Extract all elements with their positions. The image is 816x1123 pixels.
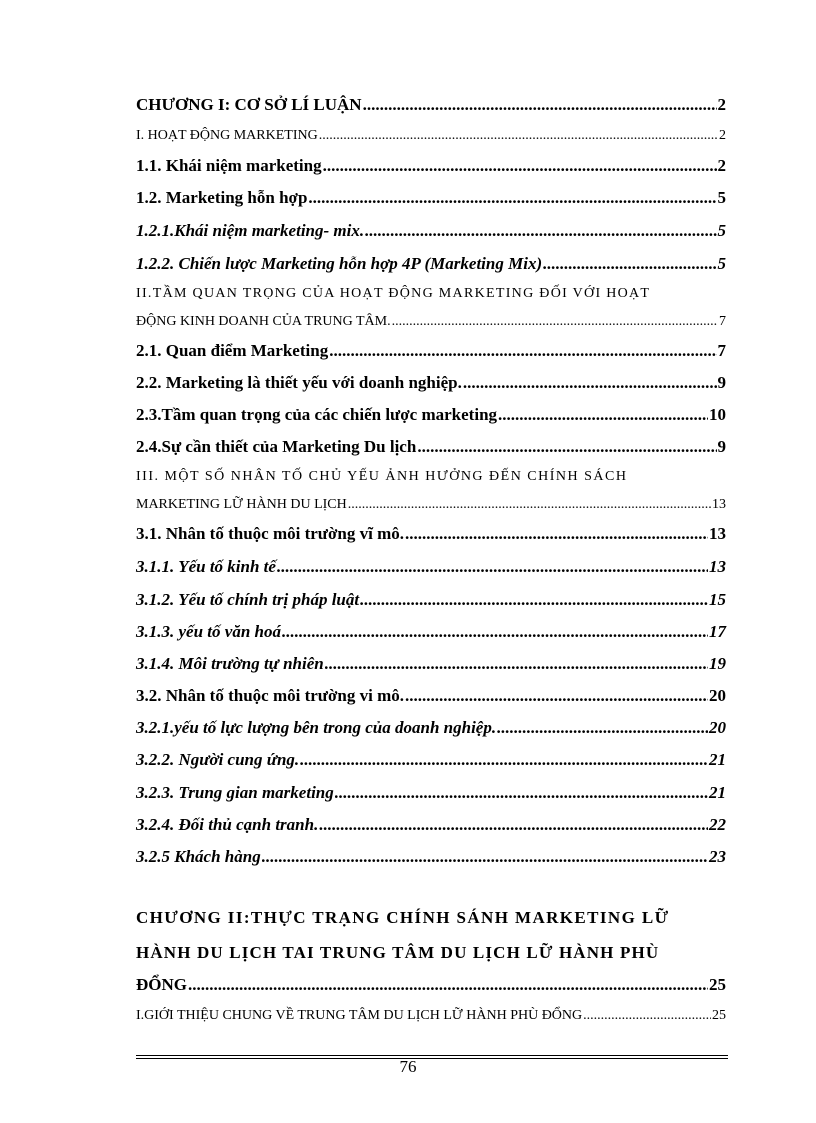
toc-entry	[136, 405, 726, 425]
toc-leader	[262, 847, 708, 867]
toc-title: 2.4.Sự cần thiết của Marketing Du lịch	[136, 437, 417, 456]
toc-page: 21	[709, 783, 726, 802]
toc-entry	[136, 524, 726, 544]
toc-leader	[188, 975, 708, 995]
toc-page: 5	[717, 221, 726, 240]
toc-entry	[136, 622, 726, 642]
toc-page: 2	[719, 128, 726, 143]
toc-page: 5	[717, 188, 726, 207]
toc-entry	[136, 847, 726, 867]
toc-entry	[136, 497, 726, 513]
toc-title: 2.2. Marketing là thiết yếu với doanh nghiệp.	[136, 373, 462, 392]
toc-entry	[136, 783, 726, 803]
toc-leader	[405, 686, 708, 706]
toc-page: 25	[709, 975, 726, 994]
toc-title: 1.1. Khái niệm marketing	[136, 156, 322, 175]
toc-title: I. HOẠT ĐỘNG MARKETING	[136, 128, 318, 143]
toc-page: 15	[709, 590, 726, 609]
toc-page: 2	[717, 95, 726, 114]
toc-title: 3.2.3. Trung gian marketing	[136, 783, 334, 802]
toc-entry	[136, 718, 726, 738]
toc-leader	[329, 341, 716, 361]
toc-page: 7	[717, 341, 726, 360]
toc-title: 3.1.3. yếu tố văn hoá	[136, 622, 281, 641]
toc-leader	[405, 524, 708, 544]
toc-title: I.GIỚI THIỆU CHUNG VỀ TRUNG TÂM DU LỊCH LỮ HÀNH PHÙ ĐỔNG	[136, 1008, 583, 1023]
toc-title: 3.1.4. Môi trường tự nhiên	[136, 654, 324, 673]
toc-title: 3.2.4. Đối thủ cạnh tranh.	[136, 815, 319, 834]
toc-page: 9	[717, 373, 726, 392]
toc-heading-line: III. MỘT SỐ NHÂN TỐ CHỦ YẾU ẢNH HƯỞNG ĐẾN CHÍNH SÁCH	[136, 469, 628, 484]
toc-entry	[136, 557, 726, 577]
toc-page: 2	[717, 156, 726, 175]
toc-leader	[463, 373, 717, 393]
toc-entry	[136, 686, 726, 706]
toc-page: 5	[717, 254, 726, 273]
toc-leader	[319, 128, 718, 144]
toc-page: 21	[709, 750, 726, 769]
toc-leader	[497, 718, 708, 738]
toc-leader	[392, 314, 718, 330]
toc-page: 20	[709, 686, 726, 705]
toc-page: 22	[709, 815, 726, 834]
toc-leader	[308, 188, 716, 208]
toc-entry	[136, 750, 726, 770]
toc-title: 3.2.1.yếu tố lực lượng bên trong của doanh nghiệp.	[136, 718, 497, 737]
toc-entry	[136, 590, 726, 610]
toc-page: 13	[709, 524, 726, 543]
toc-entry	[136, 341, 726, 361]
toc-title: 3.2.5 Khách hàng	[136, 847, 261, 866]
toc-title: 3.2. Nhân tố thuộc môi trường vi mô.	[136, 686, 405, 705]
toc-title: ĐỘNG KINH DOANH CỦA TRUNG TÂM.	[136, 314, 391, 329]
toc-title: 1.2.1.Khái niệm marketing- mix.	[136, 221, 365, 240]
toc-title: 3.1.2. Yếu tố chính trị pháp luật	[136, 590, 360, 609]
chapter-heading-line: CHƯƠNG II:THỰC TRẠNG CHÍNH SÁNH MARKETING LỮ	[136, 908, 670, 927]
toc-page: 19	[709, 654, 726, 673]
toc-page: 10	[709, 405, 726, 424]
page-number: 76	[399, 1057, 417, 1076]
toc-title: 3.2.2. Người cung ứng.	[136, 750, 300, 769]
toc-leader	[543, 254, 716, 274]
toc-leader	[417, 437, 716, 457]
footer-rule	[136, 1055, 728, 1056]
toc-leader	[365, 221, 716, 241]
toc-entry	[136, 95, 726, 115]
toc-entry	[136, 654, 726, 674]
toc-title: CHƯƠNG I: CƠ SỞ LÍ LUẬN	[136, 95, 362, 114]
toc-page: 23	[709, 847, 726, 866]
toc-title: ĐỔNG	[136, 975, 187, 994]
toc-entry	[136, 254, 726, 274]
chapter-heading-line: HÀNH DU LỊCH TAI TRUNG TÂM DU LỊCH LỮ HÀNH PHÙ	[136, 943, 660, 962]
toc-leader	[323, 156, 717, 176]
toc-title: MARKETING LỮ HÀNH DU LỊCH	[136, 497, 347, 512]
toc-title: 1.2.2. Chiến lược Marketing hỗn hợp 4P (Marketing Mix)	[136, 254, 543, 273]
toc-entry	[136, 373, 726, 393]
toc-entry	[136, 437, 726, 457]
toc-title: 2.3.Tầm quan trọng của các chiến lược marketing	[136, 405, 498, 424]
toc-entry	[136, 221, 726, 241]
toc-entry	[136, 188, 726, 208]
toc-title: 3.1.1. Yếu tố kinh tế	[136, 557, 276, 576]
toc-leader	[363, 95, 717, 115]
toc-page: 17	[709, 622, 726, 641]
toc-heading-line: II.TẦM QUAN TRỌNG CỦA HOẠT ĐỘNG MARKETING ĐỐI VỚI HOẠT	[136, 286, 651, 301]
toc-page: 25	[712, 1008, 726, 1023]
toc-entry	[136, 975, 726, 995]
toc-leader	[319, 815, 708, 835]
toc-page: 13	[712, 497, 726, 512]
toc-leader	[300, 750, 708, 770]
toc-page: 20	[709, 718, 726, 737]
toc-entry	[136, 1008, 726, 1024]
toc-leader	[282, 622, 708, 642]
toc-leader	[360, 590, 708, 610]
toc-page: 13	[709, 557, 726, 576]
toc-title: 2.1. Quan điểm Marketing	[136, 341, 329, 360]
toc-leader	[277, 557, 708, 577]
toc-entry	[136, 156, 726, 176]
toc-page: 9	[717, 437, 726, 456]
toc-entry	[136, 314, 726, 330]
toc-entry	[136, 128, 726, 144]
toc-leader	[348, 497, 711, 513]
toc-page: 7	[719, 314, 726, 329]
toc-title: 3.1. Nhân tố thuộc môi trường vĩ mô.	[136, 524, 405, 543]
toc-leader	[498, 405, 708, 425]
toc-entry	[136, 815, 726, 835]
toc-leader	[335, 783, 708, 803]
toc-title: 1.2. Marketing hỗn hợp	[136, 188, 308, 207]
toc-leader	[583, 1008, 711, 1024]
toc-leader	[325, 654, 708, 674]
